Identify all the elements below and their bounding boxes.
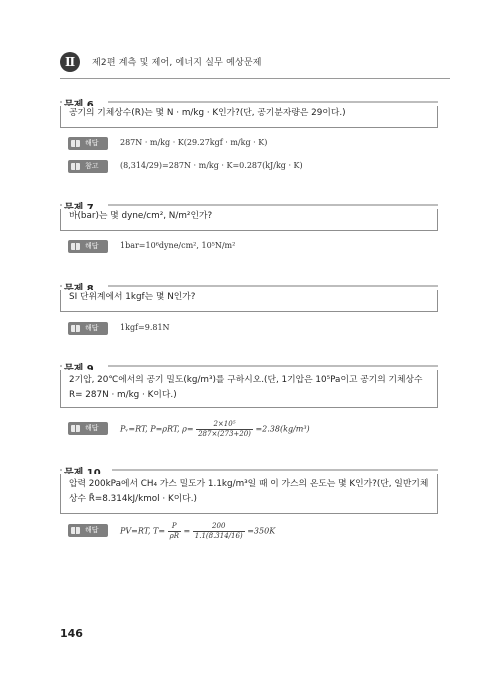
problem-box xyxy=(60,290,438,312)
chapter-mark: Ⅱ xyxy=(60,52,80,72)
reference-badge: 참고 xyxy=(68,160,108,173)
answer-text: 1bar=10⁶dyne/cm², 10⁵N/m² xyxy=(120,241,236,250)
problem-text-line-1: 2기압, 20℃에서의 공기 밀도(kg/m³)를 구하시오.(단, 1기압은 10⁵Pa이고 공기의 기체상수 xyxy=(69,375,423,385)
answer-text: 287N · m/kg · K(29.27kgf · m/kg · K) xyxy=(120,138,268,147)
answer-badge: 해답 xyxy=(68,240,108,253)
book-icon xyxy=(71,425,80,432)
problem-text: 공기의 기체상수(R)는 몇 N · m/kg · K인가?(단, 공기분자량은 29이다.) xyxy=(69,108,346,118)
answer-badge: 해답 xyxy=(68,137,108,150)
page-number: 146 xyxy=(60,627,83,640)
header-divider xyxy=(60,78,450,79)
fraction: $\frac{200}{1.1(8.314/16)}$ xyxy=(194,522,243,540)
answer-text: 1kgf=9.81N xyxy=(120,323,170,332)
problem-box xyxy=(60,370,438,408)
book-icon xyxy=(71,163,80,170)
answer-formula: Pᵥ=RT, P=ρRT, ρ= $\frac{\text{2×10⁵}}{287\times(273+20)}$ =2.38(kg/m³) xyxy=(120,420,310,438)
problem-text-line-2: 상수 R̄=8.314kJ/kmol · K이다.) xyxy=(69,494,197,504)
problem-text: 바(bar)는 몇 dyne/cm², N/m²인가? xyxy=(69,211,213,221)
book-icon xyxy=(71,527,80,534)
book-icon xyxy=(71,140,80,147)
problem-text: SI 단위계에서 1kgf는 몇 N인가? xyxy=(69,292,196,302)
reference-text: (8,314/29)=287N · m/kg · K=0.287(kJ/kg · K) xyxy=(120,161,303,170)
header-title: 제2편 계측 및 제어, 에너지 실무 예상문제 xyxy=(92,58,262,68)
problem-text-line-1: 압력 200kPa에서 CH₄ 가스 밀도가 1.1kg/m³일 때 이 가스의 온도는 몇 K인가?(단, 일반기체 xyxy=(69,479,429,489)
fraction: $\frac{\text{2×10⁵}}{287\times(273+20)}$ xyxy=(198,420,251,438)
answer-formula: PV=RT, T= $\frac{P}{\rho R}$ = $\frac{200}{1.1(8.314/16)}$ =350K xyxy=(120,522,276,540)
book-icon xyxy=(71,325,80,332)
answer-badge: 해답 xyxy=(68,524,108,537)
answer-badge: 해답 xyxy=(68,422,108,435)
problem-box xyxy=(60,209,438,231)
fraction: $\frac{P}{\rho R}$ xyxy=(169,522,179,540)
book-icon xyxy=(71,243,80,250)
problem-text-line-2: R= 287N · m/kg · K이다.) xyxy=(69,390,177,400)
problem-box xyxy=(60,106,438,128)
page-header xyxy=(60,52,450,72)
problem-box xyxy=(60,474,438,514)
answer-badge: 해답 xyxy=(68,322,108,335)
